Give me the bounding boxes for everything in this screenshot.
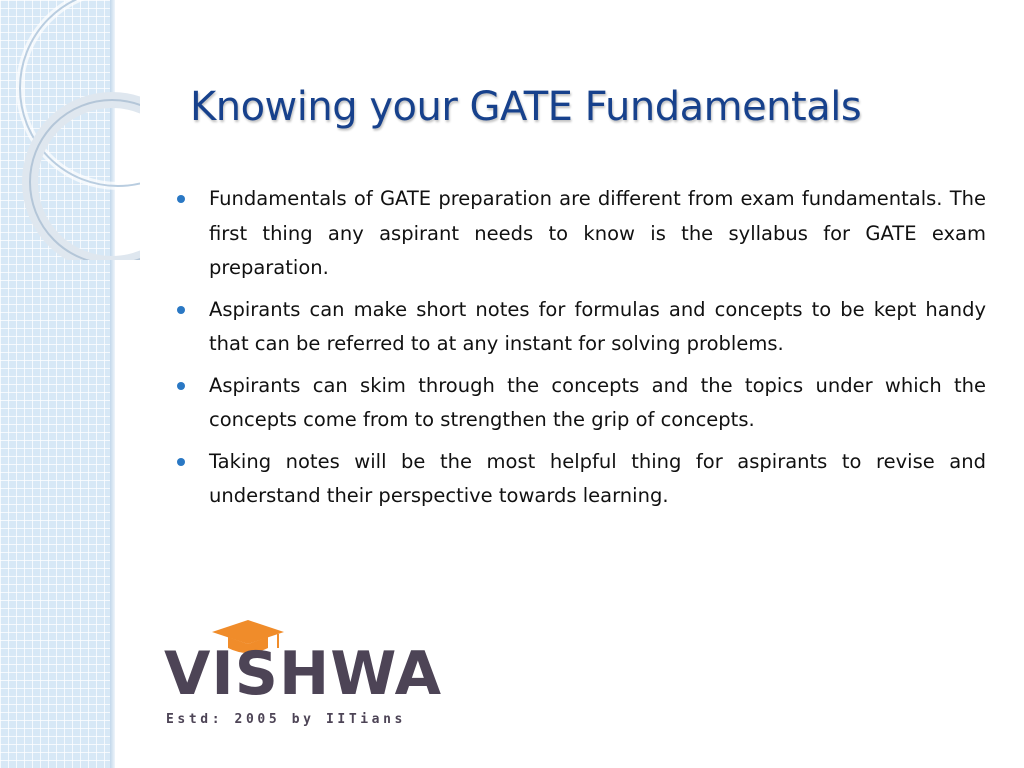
logo-wordmark: VISHWA [164, 639, 443, 709]
bullet-text: Aspirants can skim through the concepts and the topics under which the concepts come from to strengthen the grip of concepts. [209, 373, 986, 431]
slide-title: Knowing your GATE Fundamentals [190, 84, 862, 130]
vishwa-logo [160, 612, 443, 738]
bullet-list [174, 182, 986, 521]
logo-tagline: Estd: 2005 by IITians [166, 712, 406, 727]
bullet-dot-icon [177, 306, 185, 314]
bullet-dot-icon [177, 195, 185, 203]
bullet-dot-icon [177, 458, 185, 466]
bullet-item [174, 182, 986, 286]
decorative-rings [0, 0, 140, 260]
bullet-text: Aspirants can make short notes for formulas and concepts to be kept handy that can be referred to at any instant for solving problems. [209, 297, 986, 355]
bullet-item [174, 293, 986, 362]
bullet-text: Fundamentals of GATE preparation are different from exam fundamentals. The first thing any aspirant needs to know is the syllabus for GATE exam preparation. [209, 187, 986, 279]
bullet-item [174, 369, 986, 438]
bullet-item [174, 445, 986, 514]
bullet-text: Taking notes will be the most helpful thing for aspirants to revise and understand their perspective towards learning. [209, 449, 986, 507]
bullet-dot-icon [177, 382, 185, 390]
